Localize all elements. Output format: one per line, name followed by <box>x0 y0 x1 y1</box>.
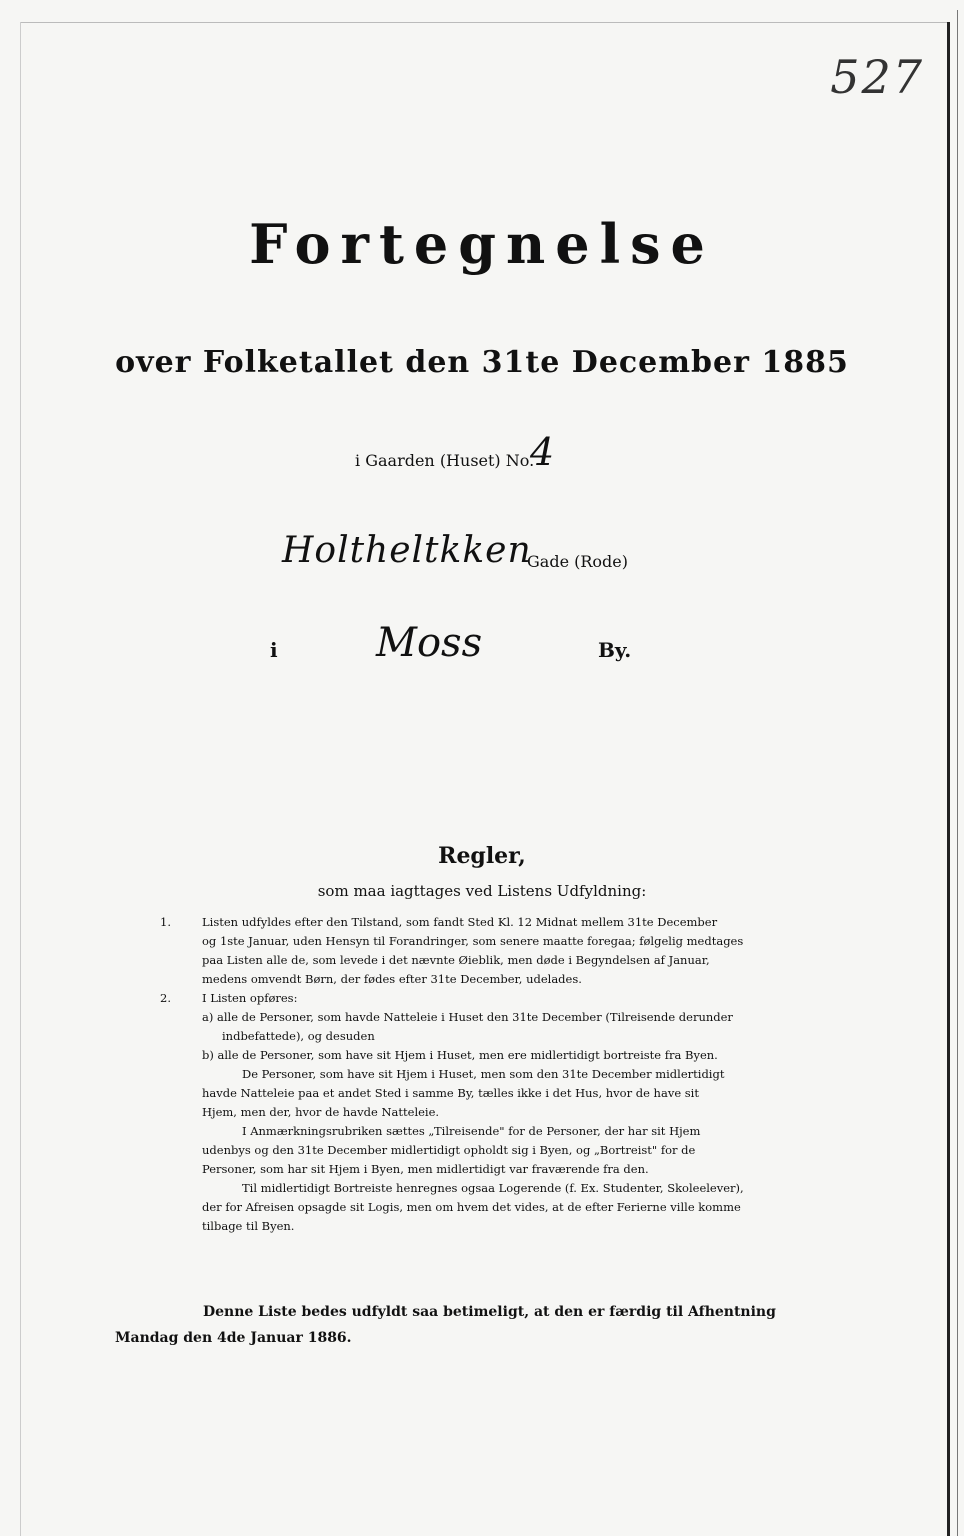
house-label: i Gaarden (Huset) No. <box>355 451 535 470</box>
footer-notice <box>115 1299 815 1351</box>
town-prefix: i <box>270 638 278 662</box>
page-title: Fortegnelse <box>249 212 715 276</box>
rule-line: Til midlertidigt Bortreiste henregnes ogsaa Logerende (f. Ex. Studenter, Skoleelever), <box>242 1181 744 1195</box>
rule-line: Personer, som har sit Hjem i Byen, men midlertidigt var fraværende fra den. <box>202 1162 649 1176</box>
house-number-handwritten: 4 <box>530 430 555 474</box>
street-name-handwritten: Holtheltkken <box>282 530 532 571</box>
rule-line: paa Listen alle de, som levede i det nævnte Øieblik, men døde i Begyndelsen af Januar, <box>202 953 710 967</box>
street-label: Gade (Rode) <box>527 552 628 571</box>
rule-line: 1. Listen udfyldes efter den Tilstand, som fandt Sted Kl. 12 Midnat mellem 31te December <box>160 913 800 932</box>
rule-line: De Personer, som have sit Hjem i Huset, men som den 31te December midlertidigt <box>242 1067 725 1081</box>
footer-line-1: Denne Liste bedes udfyldt saa betimeligt, at den er færdig til Afhentning <box>203 1304 776 1320</box>
rule-line: I Anmærkningsrubriken sættes „Tilreisende" for de Personer, der har sit Hjem <box>242 1124 701 1138</box>
rules-heading: Regler, <box>438 843 526 869</box>
rules-intro: som maa iagttages ved Listens Udfyldning: <box>317 882 647 900</box>
rule-line: a) alle de Personer, som havde Natteleie i Huset den 31te December (Tilreisende derunder <box>202 1010 733 1024</box>
rule-line: udenbys og den 31te December midlertidigt opholdt sig i Byen, og „Bortreist" for de <box>202 1143 696 1157</box>
rule-line: og 1ste Januar, uden Hensyn til Forandringer, som senere maatte foregaa; følgelig medtages <box>202 934 744 948</box>
rule-line: tilbage til Byen. <box>202 1219 295 1233</box>
rule-line: medens omvendt Børn, der fødes efter 31te December, udelades. <box>202 972 582 986</box>
rule-line: b) alle de Personer, som have sit Hjem i Huset, men ere midlertidigt bortreiste fra Byen. <box>202 1048 718 1062</box>
rule-number: 2. <box>160 991 171 1005</box>
page-number: 527 <box>830 50 924 104</box>
rule-line: Hjem, men der, hvor de havde Natteleie. <box>202 1105 440 1119</box>
rule-line: der for Afreisen opsagde sit Logis, men om hvem det vides, at de efter Ferierne ville komme <box>202 1200 741 1214</box>
rule-line: havde Natteleie paa et andet Sted i samme By, tælles ikke i det Hus, hvor de have sit <box>202 1086 699 1100</box>
town-name-handwritten: Moss <box>376 620 483 666</box>
rule-line: indbefattede), og desuden <box>222 1029 375 1043</box>
page-top-edge <box>20 22 950 23</box>
footer-line-2: Mandag den 4de Januar 1886. <box>115 1330 352 1346</box>
page-subtitle: over Folketallet den 31te December 1885 <box>115 345 849 380</box>
rule-number: 1. <box>160 915 171 929</box>
rule-line: 2. I Listen opføres: <box>160 989 800 1008</box>
rules-list <box>160 913 800 1236</box>
town-label: By. <box>598 638 632 662</box>
